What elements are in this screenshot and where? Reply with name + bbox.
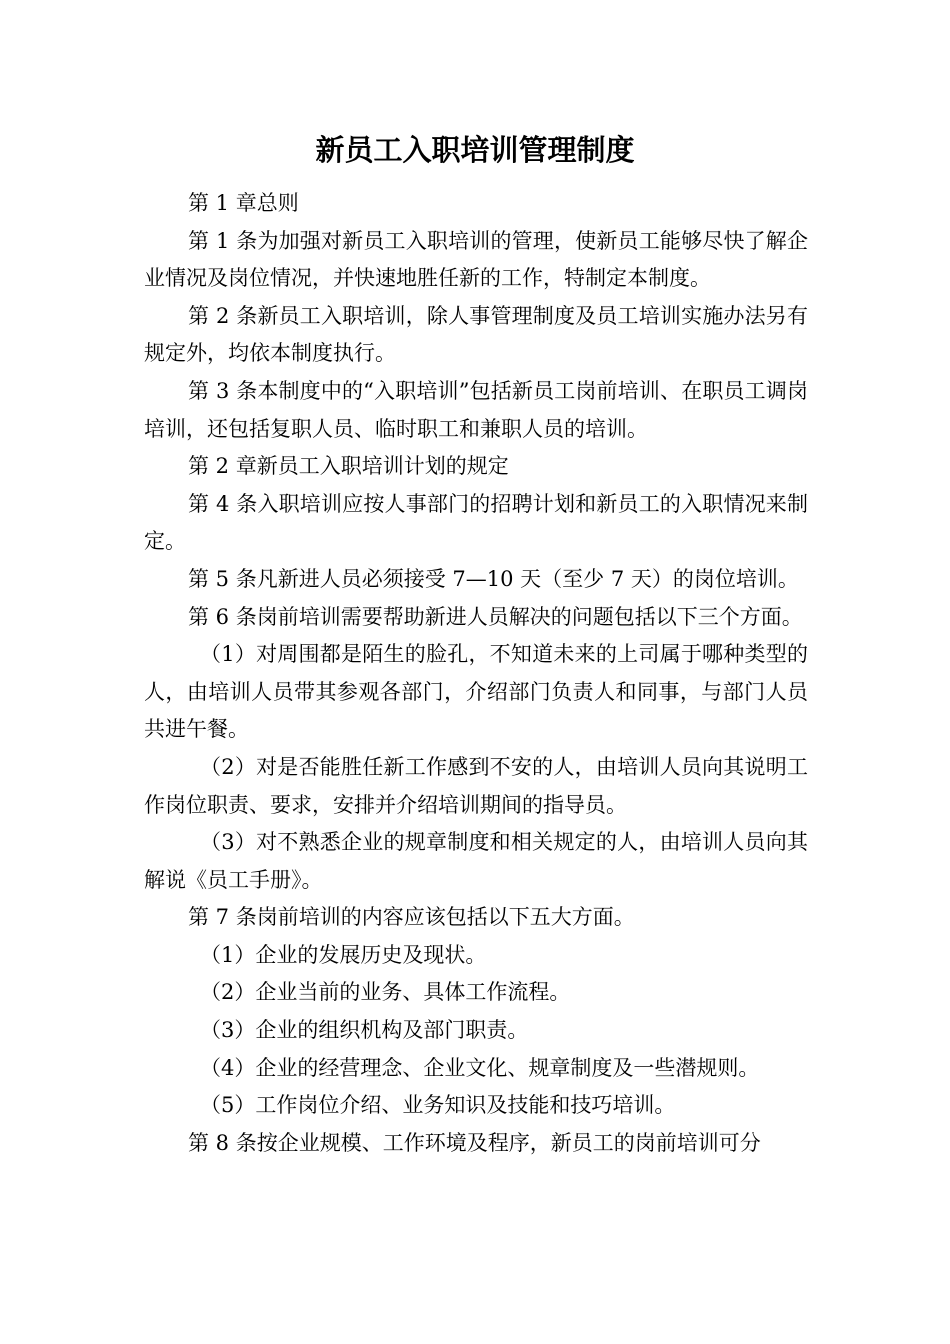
article-6-item-2: （2）对是否能胜任新工作感到不安的人，由培训人员向其说明工作岗位职责、要求，安排并介绍培训期间的指导员。 <box>144 754 808 817</box>
document-title: 新员工入职培训管理制度 <box>315 133 635 167</box>
chapter-2-heading: 第 2 章新员工入职培训计划的规定 <box>188 454 509 479</box>
article-6: 第 6 条岗前培训需要帮助新进人员解决的问题包括以下三个方面。 <box>188 604 803 629</box>
article-5: 第 5 条凡新进人员必须接受 7—10 天（至少 7 天）的岗位培训。 <box>188 566 799 591</box>
article-4: 第 4 条入职培训应按人事部门的招聘计划和新员工的入职情况来制定。 <box>144 491 808 554</box>
article-7: 第 7 条岗前培训的内容应该包括以下五大方面。 <box>188 905 635 930</box>
article-3: 第 3 条本制度中的“入职培训”包括新员工岗前培训、在职员工调岗培训，还包括复职人员、临时职工和兼职人员的培训。 <box>144 378 808 441</box>
article-8: 第 8 条按企业规模、工作环境及程序，新员工的岗前培训可分 <box>188 1130 761 1155</box>
article-6-item-3: （3）对不熟悉企业的规章制度和相关规定的人，由培训人员向其解说《员工手册》。 <box>144 830 808 892</box>
article-7-item-1: （1）企业的发展历史及现状。 <box>200 942 487 967</box>
article-7-item-5: （5）工作岗位介绍、业务知识及技能和技巧培训。 <box>200 1093 676 1118</box>
chapter-1-heading: 第 1 章总则 <box>188 191 299 215</box>
article-7-item-2: （2）企业当前的业务、具体工作流程。 <box>200 980 571 1005</box>
article-2: 第 2 条新员工入职培训，除人事管理制度及员工培训实施办法另有规定外，均依本制度执行。 <box>144 303 808 366</box>
article-6-item-1: （1）对周围都是陌生的脸孔，不知道未来的上司属于哪种类型的人，由培训人员带其参观各部门，介绍部门负责人和同事，与部门人员共进午餐。 <box>144 642 808 742</box>
document-body <box>144 185 808 1162</box>
article-7-item-4: （4）企业的经营理念、企业文化、规章制度及一些潜规则。 <box>200 1055 760 1080</box>
article-1: 第 1 条为加强对新员工入职培训的管理，使新员工能够尽快了解企业情况及岗位情况，并快速地胜任新的工作，特制定本制度。 <box>144 228 808 291</box>
article-7-item-3: （3）企业的组织机构及部门职责。 <box>200 1018 529 1043</box>
